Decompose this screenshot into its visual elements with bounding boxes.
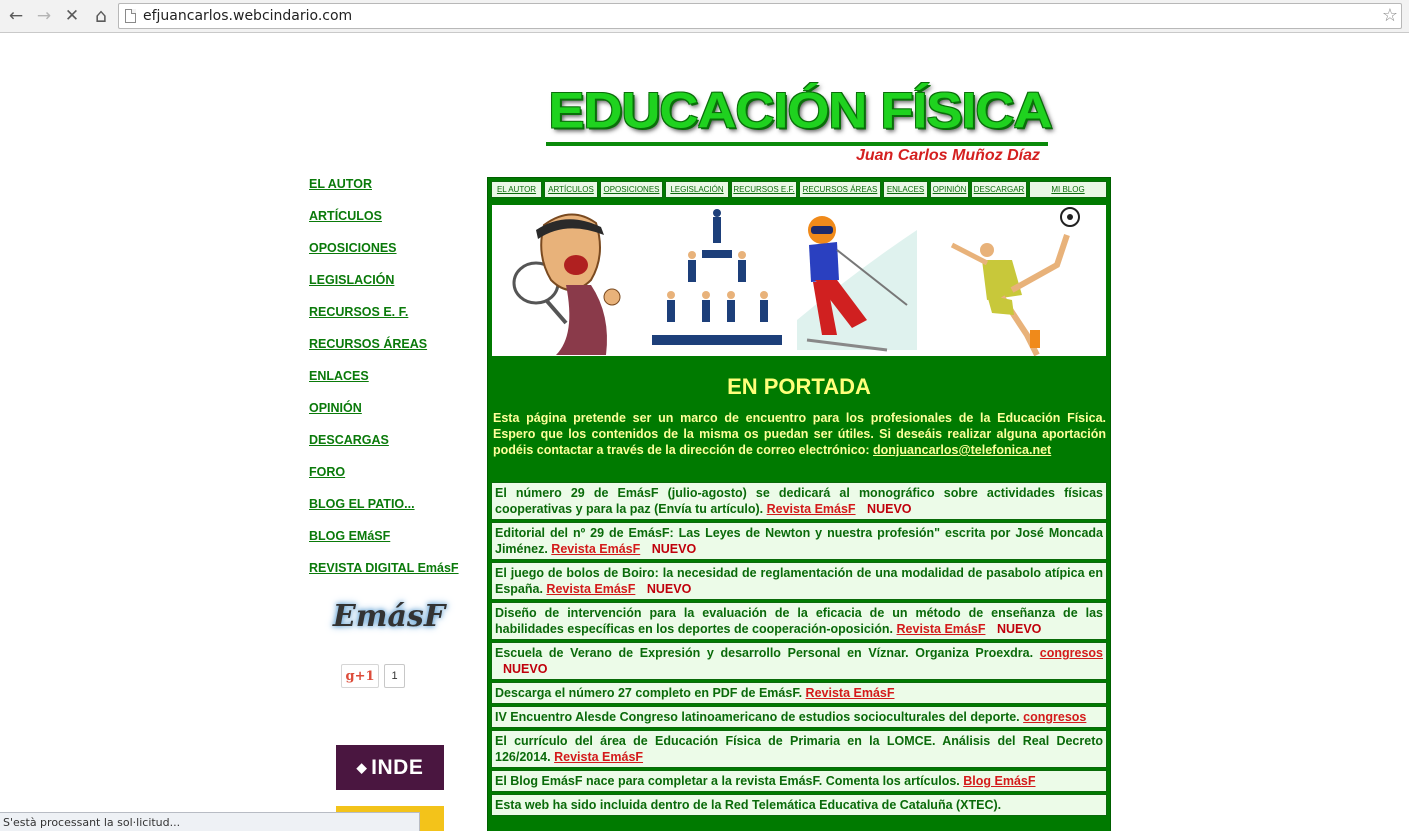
topnav-legislacion[interactable]: LEGISLACIÓN (665, 181, 729, 198)
sidebar-link-blog-patio[interactable]: BLOG EL PATIO... (309, 497, 415, 511)
url-text[interactable]: efjuancarlos.webcindario.com (143, 8, 353, 24)
topnav-recursos-ef[interactable]: RECURSOS E.F. (731, 181, 797, 198)
inde-banner[interactable] (336, 745, 444, 790)
sidebar-link-oposiciones[interactable]: OPOSICIONES (309, 241, 397, 255)
topnav-mi-blog[interactable]: MI BLOG (1029, 181, 1107, 198)
contact-email-link[interactable]: donjuancarlos@telefonica.net (873, 443, 1052, 457)
news-link[interactable]: Revista EmásF (896, 622, 986, 636)
address-bar[interactable] (118, 3, 1402, 29)
new-badge: NUEVO (867, 502, 912, 516)
news-item (491, 562, 1107, 600)
new-badge: NUEVO (646, 582, 692, 596)
google-plus-count: 1 (384, 664, 405, 688)
news-text: Esta web ha sido incluida dentro de la Red Telemática Educativa de Cataluña (XTEC). (495, 798, 1002, 812)
news-item (491, 602, 1107, 640)
topnav-articulos[interactable]: ARTÍCULOS (544, 181, 598, 198)
news-item (491, 706, 1107, 728)
news-text: IV Encuentro Alesde Congreso latinoamericano de estudios socioculturales del deporte. (495, 710, 1020, 724)
news-item (491, 682, 1107, 704)
emasf-logo[interactable]: EmásF (332, 598, 446, 634)
news-list (491, 482, 1107, 818)
intro-text (493, 410, 1106, 458)
sidebar-link-articulos[interactable]: ARTÍCULOS (309, 209, 382, 223)
topnav-opinion[interactable]: OPINIÓN (930, 181, 969, 198)
stop-icon[interactable]: ✕ (64, 6, 80, 26)
portada-heading: EN PORTADA (727, 374, 871, 399)
news-item (491, 770, 1107, 792)
new-badge: NUEVO (651, 542, 697, 556)
topnav-oposiciones[interactable]: OPOSICIONES (600, 181, 663, 198)
news-link[interactable]: Revista EmásF (551, 542, 641, 556)
new-badge: NUEVO (503, 662, 548, 676)
news-text: El currículo del área de Educación Física de Primaria en la LOMCE. Análisis del Real Decreto 126/2014. (495, 734, 1103, 764)
site-title: EDUCACIÓN FÍSICA (548, 83, 1052, 139)
intro-paragraph: Esta página pretende ser un marco de encuentro para los profesionales de la Educación Física. Espero que los contenidos de la misma os puedan ser útiles. Si deseáis realizar alguna aportación podéis contactar a través de la dirección de correo electrónico: (493, 411, 1106, 457)
news-text: El número 29 de EmásF (julio-agosto) se dedicará al monográfico sobre actividades físicas cooperativas y para la paz (Envía tu artículo). (495, 486, 1103, 516)
sidebar-link-descargas[interactable]: DESCARGAS (309, 433, 389, 447)
football-player-illustration (942, 205, 1106, 356)
sidebar-link-legislacion[interactable]: LEGISLACIÓN (309, 273, 395, 287)
sidebar-link-foro[interactable]: FORO (309, 465, 346, 479)
inde-label: INDE (371, 755, 424, 779)
sports-banner (492, 205, 1106, 356)
gymnastics-pyramid-illustration (642, 205, 792, 356)
skier-illustration (797, 210, 927, 356)
back-arrow-icon[interactable]: ← (8, 6, 24, 26)
news-text: Diseño de intervención para la evaluación de la eficacia de un método de enseñanza de las habilidades específicas en los deportes de cooperación-oposición. (495, 606, 1103, 636)
new-badge: NUEVO (996, 622, 1042, 636)
news-item (491, 522, 1107, 560)
news-text: Descarga el número 27 completo en PDF de EmásF. (495, 686, 803, 700)
news-text: Escuela de Verano de Expresión y desarrollo Personal en Víznar. Organiza Proexdra. (495, 646, 1034, 660)
topnav-autor[interactable]: EL AUTOR (491, 181, 542, 198)
top-nav (491, 181, 1107, 198)
topnav-descargar[interactable]: DESCARGAR (971, 181, 1027, 198)
news-link[interactable]: Blog EmásF (963, 774, 1036, 788)
forward-arrow-icon[interactable]: → (36, 6, 52, 26)
news-item (491, 642, 1107, 680)
inde-logo-icon: ◆ (356, 759, 368, 775)
topnav-enlaces[interactable]: ENLACES (883, 181, 928, 198)
sidebar-link-blog-emasf[interactable]: BLOG EMáSF (309, 529, 391, 543)
page-icon (125, 9, 136, 23)
main-content (487, 177, 1111, 831)
news-text: El juego de bolos de Boiro: la necesidad de reglamentación de una modalidad de pasabolo atípica en España. (495, 566, 1103, 596)
sidebar-link-revista-emasf[interactable]: REVISTA DIGITAL EmásF (309, 561, 459, 575)
news-link[interactable]: Revista EmásF (766, 502, 856, 516)
home-icon[interactable]: ⌂ (94, 5, 108, 27)
status-bubble: S'està processant la sol·licitud... (0, 812, 420, 831)
author-name: Juan Carlos Muñoz Díaz (855, 147, 1040, 164)
news-item (491, 482, 1107, 520)
sidebar-link-recursos-ef[interactable]: RECURSOS E. F. (309, 305, 409, 319)
tennis-player-illustration (496, 205, 626, 356)
news-link[interactable]: congresos (1039, 646, 1103, 660)
topnav-recursos-areas[interactable]: RECURSOS ÁREAS (799, 181, 881, 198)
google-plus-button[interactable]: g+1 (341, 664, 379, 688)
sidebar-link-autor[interactable]: EL AUTOR (309, 177, 372, 191)
sidebar-link-recursos-areas[interactable]: RECURSOS ÁREAS (309, 337, 428, 351)
news-link[interactable]: Revista EmásF (554, 750, 644, 764)
news-link[interactable]: congresos (1023, 710, 1087, 724)
news-item (491, 730, 1107, 768)
sidebar-link-enlaces[interactable]: ENLACES (309, 369, 369, 383)
bookmark-star-icon[interactable]: ☆ (1381, 5, 1398, 26)
news-link[interactable]: Revista EmásF (546, 582, 636, 596)
news-text: Editorial del nº 29 de EmásF: Las Leyes de Newton y nuestra profesión" escrita por José Moncada Jiménez. (495, 526, 1103, 556)
browser-toolbar (0, 0, 1409, 33)
sidebar-nav (309, 177, 479, 593)
sidebar-link-opinion[interactable]: OPINIÓN (309, 401, 362, 415)
news-link[interactable]: Revista EmásF (805, 686, 895, 700)
news-text: El Blog EmásF nace para completar a la revista EmásF. Comenta los artículos. (495, 774, 960, 788)
news-item (491, 794, 1107, 816)
title-underline (546, 142, 1048, 146)
